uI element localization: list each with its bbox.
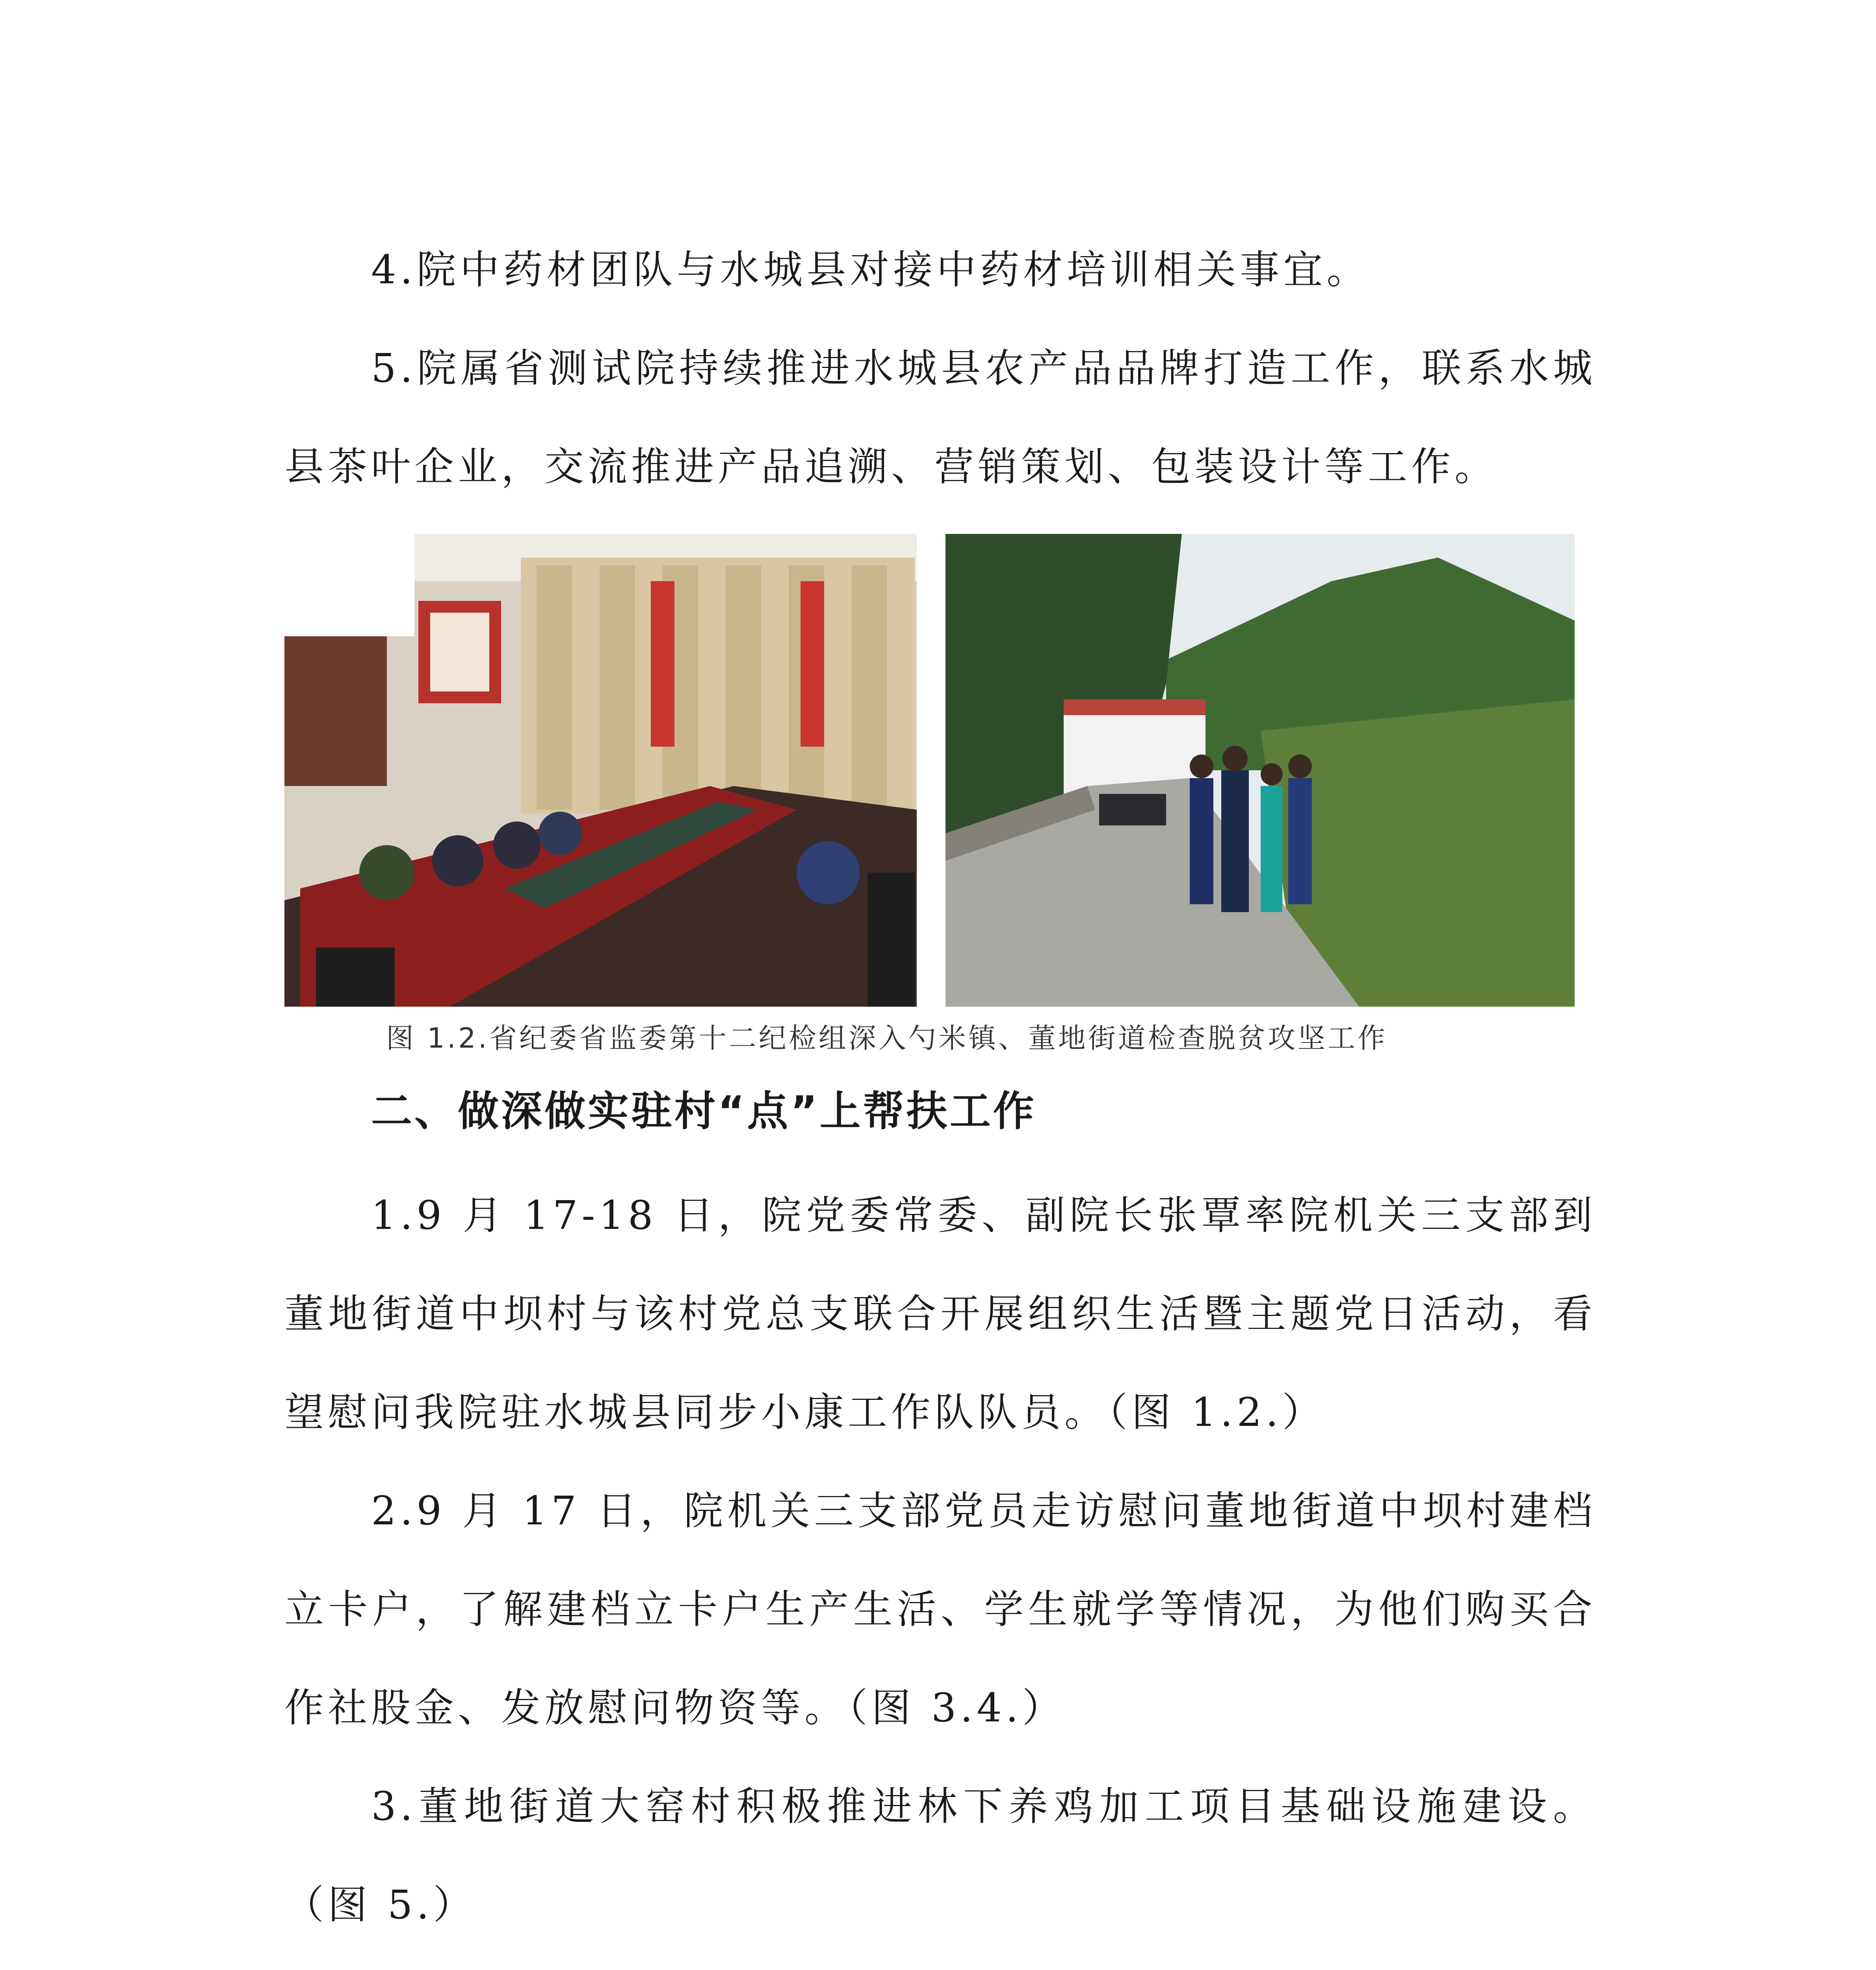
figure-caption: 图 1.2.省纪委省监委第十二纪检组深入勺米镇、董地街道检查脱贫攻坚工作 — [386, 1022, 1387, 1054]
paragraph-item-2: 2.9 月 17 日，院机关三支部党员走访慰问董地街道中坝村建档立卡户，了解建档立卡户生产生活、学生就学等情况，为他们购买合作社股金、发放慰问物资等。（图 3.4.） — [284, 1488, 1596, 1731]
paragraph-item-4: 4.院中药材团队与水城县对接中药材培训相关事宜。 — [371, 247, 1370, 293]
paragraph-item-3: 3.董地街道大窑村积极推进林下养鸡加工项目基础设施建设。（图 5.） — [284, 1783, 1596, 1928]
meeting-room-photo — [284, 534, 917, 1007]
paragraph-item-1: 1.9 月 17-18 日，院党委常委、副院长张覃率院机关三支部到董地街道中坝村与该村党总支联合开展组织生活暨主题党日活动，看望慰问我院驻水城县同步小康工作队队员。（图 1.2.） — [284, 1192, 1596, 1435]
paragraph-item-4b — [284, 1954, 1596, 1970]
section-heading: 二、做深做实驻村“点”上帮扶工作 — [371, 1087, 1036, 1135]
paragraph-item-5: 5.院属省测试院持续推进水城县农产品品牌打造工作，联系水城县茶叶企业，交流推进产品追溯、营销策划、包装设计等工作。 — [284, 345, 1596, 490]
village-road-photo — [945, 534, 1575, 1007]
